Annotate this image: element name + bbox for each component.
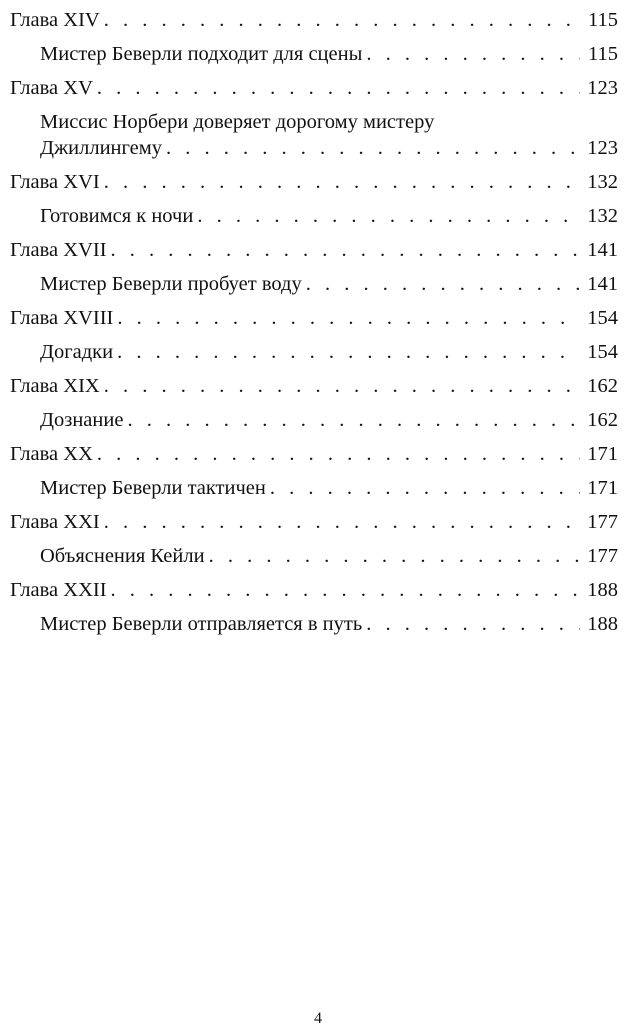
- page-number: 132: [587, 205, 618, 227]
- page-number: 162: [587, 409, 618, 431]
- section-title: Догадки: [40, 341, 114, 363]
- page-number: 171: [587, 477, 618, 499]
- toc-section-entry: [10, 271, 618, 297]
- dot-leader: [111, 577, 580, 603]
- toc-chapter-entry: [10, 441, 618, 467]
- section-title: Мистер Беверли пробует воду: [40, 273, 302, 295]
- page-number: 177: [587, 511, 618, 533]
- dot-leader: [111, 237, 580, 263]
- section-title: Мистер Беверли подходит для сцены: [40, 43, 363, 65]
- toc-chapter-entry: [10, 75, 618, 101]
- chapter-title: Глава XX: [10, 443, 93, 465]
- page-number: 132: [587, 171, 618, 193]
- page-number: 141: [587, 239, 618, 261]
- page-number: 115: [588, 43, 618, 65]
- dot-leader: [366, 611, 580, 637]
- section-title: Объяснения Кейли: [40, 545, 205, 567]
- dot-leader: [127, 407, 580, 433]
- dot-leader: [104, 373, 580, 399]
- section-title: Мистер Беверли отправляется в путь: [40, 613, 363, 635]
- chapter-title: Глава XVII: [10, 239, 107, 261]
- chapter-title: Глава XVIII: [10, 307, 114, 329]
- section-title: Мистер Беверли тактичен: [40, 477, 266, 499]
- page-number: 154: [587, 341, 618, 363]
- toc-section-entry: [10, 109, 618, 161]
- toc-section-entry: [10, 203, 618, 229]
- dot-leader: [117, 339, 580, 365]
- toc-section-entry: [10, 407, 618, 433]
- section-title-line-1: Миссис Норбери доверяет дорогому мистеру: [40, 111, 435, 133]
- dot-leader: [366, 41, 580, 67]
- chapter-title: Глава XXI: [10, 511, 100, 533]
- toc-chapter-entry: [10, 577, 618, 603]
- page-number: 123: [587, 137, 618, 159]
- toc-chapter-entry: [10, 373, 618, 399]
- toc-chapter-entry: [10, 169, 618, 195]
- page-number: 188: [587, 579, 618, 601]
- page-number: 188: [587, 613, 618, 635]
- page-number: 115: [588, 9, 618, 31]
- chapter-title: Глава XVI: [10, 171, 100, 193]
- toc-section-entry: [10, 339, 618, 365]
- toc-chapter-entry: [10, 305, 618, 331]
- toc-chapter-entry: [10, 7, 618, 33]
- dot-leader: [166, 135, 580, 161]
- toc-section-entry: [10, 543, 618, 569]
- dot-leader: [104, 169, 580, 195]
- dot-leader: [117, 305, 580, 331]
- dot-leader: [197, 203, 580, 229]
- chapter-title: Глава XIV: [10, 9, 100, 31]
- chapter-title: Глава XV: [10, 77, 93, 99]
- chapter-title: Глава XIX: [10, 375, 100, 397]
- toc-chapter-entry: [10, 237, 618, 263]
- table-of-contents: [10, 7, 618, 645]
- page-number: 154: [587, 307, 618, 329]
- toc-section-entry: [10, 611, 618, 637]
- dot-leader: [97, 441, 580, 467]
- dot-leader: [209, 543, 580, 569]
- toc-section-entry: [10, 41, 618, 67]
- dot-leader: [306, 271, 580, 297]
- section-title-line-2: Джиллингему: [40, 137, 162, 159]
- dot-leader: [104, 509, 580, 535]
- page-number: 141: [587, 273, 618, 295]
- dot-leader: [270, 475, 580, 501]
- toc-chapter-entry: [10, 509, 618, 535]
- dot-leader: [104, 7, 580, 33]
- folio-page-number: 4: [314, 1010, 322, 1027]
- page-number: 177: [587, 545, 618, 567]
- chapter-title: Глава XXII: [10, 579, 107, 601]
- toc-section-entry: [10, 475, 618, 501]
- section-title: Дознание: [40, 409, 124, 431]
- page-number: 171: [587, 443, 618, 465]
- page-number: 162: [587, 375, 618, 397]
- section-title: Готовимся к ночи: [40, 205, 194, 227]
- dot-leader: [97, 75, 580, 101]
- page-number: 123: [587, 77, 618, 99]
